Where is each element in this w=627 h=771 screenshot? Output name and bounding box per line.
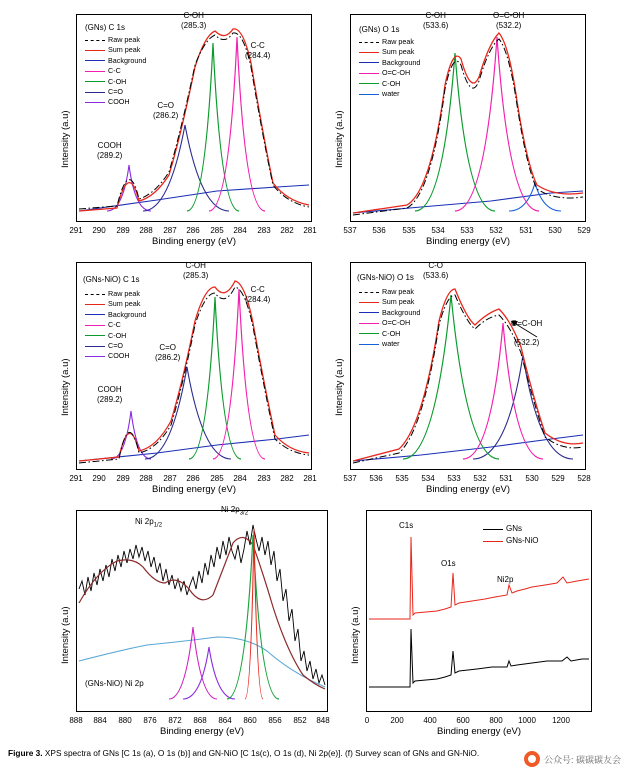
- legend-swatch-gns: [483, 529, 503, 530]
- annotation-ni2p32: Ni $2p_{3/2}$: [221, 505, 249, 517]
- legend-label: C-OH: [382, 78, 401, 88]
- annotation-cc: C-C (284.4): [245, 285, 271, 304]
- panel-d-xlabel: Binding energy (eV): [426, 484, 510, 495]
- panel-c-xlabel: Binding energy (eV): [152, 484, 236, 495]
- legend-label: O=C-OH: [382, 68, 411, 78]
- panel-d-legend: [359, 287, 420, 349]
- legend-swatch-background: [359, 62, 379, 63]
- panel-e-ylabel: Intensity (a.u): [60, 606, 71, 664]
- legend-item: [85, 320, 146, 330]
- watermark: [524, 751, 621, 767]
- annotation-ocoh: O=C-OH (532.2): [511, 319, 543, 347]
- legend-swatch-sum: [85, 304, 105, 305]
- legend-item: [359, 339, 420, 349]
- legend-label: water: [382, 88, 400, 98]
- legend-item: [359, 47, 420, 57]
- legend-label: Raw peak: [108, 289, 140, 298]
- panel-c: Intensity (a.u) Raw peak Sum peak Background C-C C-OH C=O COOH (GNs-NiO) C 1s C-OH (285.3) C-C (284.4) C=O (286.2) COOH (289.2) 291 290 289 288 287 286 285 284 283 282 281 Binding energy (eV): [60, 261, 317, 495]
- legend-swatch-coh: [85, 81, 105, 82]
- legend-label: Raw peak: [382, 287, 414, 296]
- panel-c-title: (GNs-NiO) C 1s: [83, 275, 140, 284]
- panel-d: Intensity (a.u) Raw peak Sum peak Background O=C-OH C-OH water (GNs-NiO) O 1s C-O (533.6) O=C-OH (532.2) 537 536 535 534 533 532 531 530 529 528 Binding energy (eV): [334, 261, 591, 495]
- annotation-coh: C-OH (533.6): [423, 11, 449, 30]
- panel-b-plot: [350, 11, 586, 222]
- legend-label: water: [382, 338, 400, 348]
- legend-swatch-coh: [359, 83, 379, 84]
- legend-item: [85, 66, 146, 76]
- annotation-o1s: O1s: [441, 559, 456, 568]
- legend-swatch-cooh: [85, 102, 105, 103]
- panel-f: Intensity (a.u) GNs GNs-NiO C1s O1s Ni2p 0 200 400 600 800 1000 1200 Binding energy (eV): [348, 504, 598, 742]
- panel-b-xlabel: Binding energy (eV): [426, 236, 510, 247]
- annotation-coh: C-OH (285.3): [183, 261, 209, 280]
- legend-swatch-background: [85, 314, 105, 315]
- legend-label: Sum peak: [108, 299, 141, 309]
- legend-swatch-water: [359, 344, 379, 345]
- legend-label: C-C: [108, 66, 121, 76]
- legend-item: [85, 87, 146, 97]
- watermark-text: 公众号: 碳碳碳友会: [543, 754, 621, 765]
- legend-label: Raw peak: [108, 35, 140, 44]
- panel-b-title: (GNs) O 1s: [359, 25, 400, 34]
- annotation-cooh: COOH (289.2): [97, 141, 123, 160]
- annotation-cooh: COOH (289.2): [97, 385, 123, 404]
- panel-b-ylabel: Intensity (a.u): [334, 110, 345, 168]
- annotation-c1s: C1s: [399, 521, 414, 530]
- panel-e-plot: [76, 505, 328, 712]
- legend-item: [85, 341, 146, 351]
- legend-swatch-co: [85, 346, 105, 347]
- panel-f-legend: [483, 523, 538, 547]
- legend-swatch-co: [85, 92, 105, 93]
- panel-c-ylabel: Intensity (a.u): [60, 358, 71, 416]
- legend-label: C=O: [108, 86, 123, 96]
- legend-item: [359, 58, 420, 68]
- panel-a-ylabel: Intensity (a.u): [60, 110, 71, 168]
- annotation-coh: C-OH (285.3): [181, 11, 207, 30]
- legend-item: [85, 56, 146, 66]
- figure-caption-prefix: Figure 3.: [8, 748, 43, 758]
- legend-item: [359, 329, 420, 339]
- legend-item: [359, 37, 420, 47]
- legend-swatch-raw: [359, 42, 379, 43]
- legend-swatch-raw: [359, 292, 379, 293]
- legend-label: Background: [108, 55, 147, 65]
- legend-swatch-background: [85, 60, 105, 61]
- figure-caption-text: XPS spectra of GNs [C 1s (a), O 1s (b)] and GN-NiO [C 1s(c), O 1s (d), Ni 2p(e)]. (f) Survey scan of GNs and GN-NiO.: [42, 748, 480, 758]
- legend-swatch-cc: [85, 71, 105, 72]
- legend-swatch-cooh: [85, 356, 105, 357]
- legend-label: Background: [382, 307, 421, 317]
- legend-swatch-ocoh: [359, 73, 379, 74]
- legend-swatch-sum: [359, 302, 379, 303]
- legend-item: [359, 308, 420, 318]
- legend-label: C-OH: [382, 328, 401, 338]
- legend-label: GNs-NiO: [506, 536, 539, 545]
- legend-label: Background: [382, 57, 421, 67]
- legend-label: Sum peak: [108, 45, 141, 55]
- legend-swatch-raw: [85, 294, 105, 295]
- legend-swatch-water: [359, 94, 379, 95]
- legend-item: [483, 535, 538, 547]
- annotation-ni2p12: Ni $2p_{1/2}$: [135, 517, 163, 529]
- legend-item: [85, 331, 146, 341]
- watermark-logo-icon: [524, 751, 540, 767]
- legend-label: COOH: [108, 351, 130, 361]
- annotation-ni2p: Ni2p: [497, 575, 514, 584]
- legend-swatch-sum: [85, 50, 105, 51]
- panel-f-curves: [367, 511, 591, 711]
- legend-item: [85, 289, 146, 299]
- legend-swatch-coh: [85, 335, 105, 336]
- legend-item: [85, 351, 146, 361]
- annotation-ocoh: O=C-OH (532.2): [493, 11, 525, 30]
- panel-f-plot: [366, 510, 592, 712]
- legend-label: O=C-OH: [382, 318, 411, 328]
- legend-swatch-background: [359, 312, 379, 313]
- legend-swatch-ocoh: [359, 323, 379, 324]
- legend-item: [359, 79, 420, 89]
- legend-swatch-coh: [359, 333, 379, 334]
- legend-item: [483, 523, 538, 535]
- legend-label: C-OH: [108, 76, 127, 86]
- legend-item: [85, 35, 146, 45]
- panel-f-ylabel: Intensity (a.u): [350, 606, 361, 664]
- legend-item: [359, 287, 420, 297]
- legend-swatch-raw: [85, 40, 105, 41]
- panel-a-xlabel: Binding energy (eV): [152, 236, 236, 247]
- panel-a: Intensity (a.u) Raw peak Sum peak Background C-C C-OH C=O COOH (GNs) C 1s C-OH (285.3) C-C (284.4) C=O (286.2) COOH (289.2) 291 290 289 288 287 286 285 284 283 282 281 Binding energy (eV): [60, 11, 317, 247]
- legend-item: [85, 97, 146, 107]
- legend-label: C=O: [108, 340, 123, 350]
- panel-b-legend: [359, 37, 420, 99]
- legend-swatch-gns-nio: [483, 541, 503, 542]
- legend-label: Sum peak: [382, 297, 415, 307]
- annotation-co: C=O (286.2): [155, 343, 181, 362]
- panel-a-legend: [85, 35, 146, 108]
- panel-d-plot: [350, 262, 586, 470]
- legend-item: [85, 45, 146, 55]
- legend-swatch-sum: [359, 52, 379, 53]
- panel-e: Intensity (a.u) Ni $2p_{1/2}$ Ni $2p_{3/2}$ (GNs-NiO) Ni 2p 888 884 880 876 872 868 864 860 856 852 848 Binding energy (eV): [60, 505, 330, 737]
- panel-a-plot: [76, 11, 312, 222]
- annotation-co: C=O (286.2): [153, 101, 179, 120]
- legend-item: [359, 89, 420, 99]
- panel-c-plot: [76, 262, 312, 470]
- legend-label: Background: [108, 309, 147, 319]
- legend-item: [359, 68, 420, 78]
- panel-e-xlabel: Binding energy (eV): [160, 726, 244, 737]
- legend-item: [85, 77, 146, 87]
- legend-item: [359, 318, 420, 328]
- legend-item: [359, 297, 420, 307]
- annotation-co: C-O (533.6): [423, 261, 449, 280]
- annotation-cc: C-C (284.4): [245, 41, 271, 60]
- legend-label: C-C: [108, 320, 121, 330]
- panel-a-title: (GNs) C 1s: [85, 23, 125, 32]
- panel-d-ylabel: Intensity (a.u): [334, 358, 345, 416]
- legend-label: COOH: [108, 97, 130, 107]
- legend-label: GNs: [506, 524, 522, 533]
- legend-label: Sum peak: [382, 47, 415, 57]
- panel-b: Intensity (a.u) Raw peak Sum peak Background O=C-OH C-OH water (GNs) O 1s C-OH (533.6) O=C-OH (532.2) 537 536 535 534 533 532 531 530 529 Binding energy (eV): [334, 11, 591, 247]
- panel-c-legend: [85, 289, 146, 362]
- legend-label: Raw peak: [382, 37, 414, 46]
- panel-f-xlabel: Binding energy (eV): [437, 726, 521, 737]
- panel-e-title: (GNs-NiO) Ni 2p: [85, 679, 144, 688]
- legend-item: [85, 310, 146, 320]
- legend-label: C-OH: [108, 330, 127, 340]
- legend-swatch-cc: [85, 325, 105, 326]
- panel-d-title: (GNs-NiO) O 1s: [357, 273, 414, 282]
- legend-item: [85, 299, 146, 309]
